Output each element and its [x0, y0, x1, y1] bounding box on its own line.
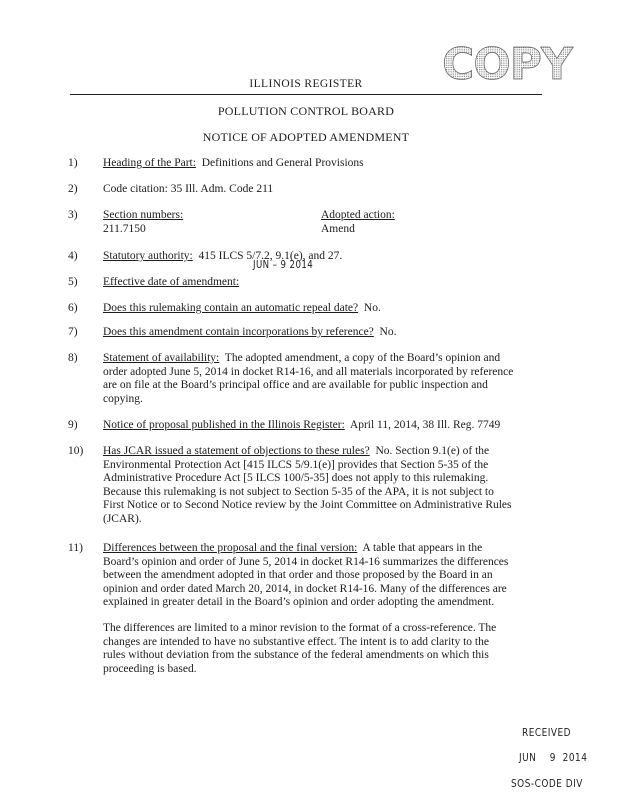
item-6-value: No.	[363, 302, 381, 314]
item-10-line-5: First Notice or to Second Notice review by the Joint Committee on Administrative Rules	[103, 499, 512, 512]
item-11-para2-line-1: The differences are limited to a minor revision to the format of a cross-reference. The	[103, 622, 497, 634]
item-6-number: 6)	[68, 302, 78, 314]
item-5-label: Effective date of amendment:	[103, 276, 240, 288]
item-10-line-2: Environmental Protection Act [415 ILCS 5/9.1(e)] provides that Section 5-35 of the	[103, 458, 489, 471]
item-3-section-value: 211.7150	[103, 223, 146, 235]
item-8-line-2: order adopted June 5, 2014 in docket R14-16, and all materials incorporated by reference	[103, 365, 514, 378]
item-10-line-6: (JCAR).	[103, 512, 142, 525]
handwritten-date: JUN – 9 2014	[253, 259, 314, 271]
received-stamp-date: JUN 9 2014	[519, 752, 588, 764]
item-1-value: Definitions and General Provisions	[201, 157, 364, 169]
notice-title: NOTICE OF ADOPTED AMENDMENT	[202, 130, 410, 144]
item-1-label: Heading of the Part:	[103, 157, 196, 169]
item-10-line-1	[103, 445, 518, 459]
item-10-line-3: Administrative Procedure Act [5 ILCS 100/5-35] does not apply to this rulemaking.	[103, 472, 489, 485]
item-10-text: No. Section 9.1(e) of the	[375, 445, 490, 457]
board-title: POLLUTION CONTROL BOARD	[217, 104, 395, 118]
item-6-label: Does this rulemaking contain an automatic repeal date?	[103, 302, 359, 314]
item-11-label: Differences between the proposal and the final version:	[103, 542, 358, 554]
item-1-number: 1)	[68, 157, 78, 169]
item-10-line-4: Because this rulemaking is not subject to Section 5-35 of the APA, it is not subject to	[103, 485, 494, 498]
item-11-line-2: Board’s opinion and order of June 5, 2014 in docket R14-16 summarizes the differences	[103, 555, 509, 568]
item-7	[103, 326, 518, 340]
item-8	[103, 352, 518, 406]
item-2-value: Code citation: 35 Ill. Adm. Code 211	[103, 183, 274, 195]
item-11-para2-line-4: proceeding is based.	[103, 662, 197, 675]
copy-stamp-text: COPY	[442, 39, 572, 90]
item-11-para2-line-2: changes are intended to have no substantive effect. The intent is to add clarity to the	[103, 635, 489, 648]
item-9-label: Notice of proposal published in the Illinois Register:	[103, 419, 345, 431]
item-11-text: A table that appears in the	[362, 542, 483, 554]
item-10-number: 10)	[68, 445, 84, 457]
item-10	[103, 445, 518, 527]
item-7-value: No.	[379, 326, 397, 338]
item-11-number: 11)	[68, 542, 83, 554]
item-8-line-3: are on file at the Board’s principal office and are available for public inspection and	[103, 379, 488, 392]
register-title: ILLINOIS REGISTER	[249, 78, 363, 90]
item-3-action-value: Amend	[321, 223, 355, 235]
item-8-line-4: copying.	[103, 392, 143, 405]
item-11-line-4: opinion and order dated March 20, 2014, in docket R14-16. Many of the differences are	[103, 582, 507, 595]
item-8-number: 8)	[68, 352, 78, 364]
item-3-number: 3)	[68, 209, 78, 221]
item-7-label: Does this amendment contain incorporations by reference?	[103, 326, 374, 338]
item-9-value: April 11, 2014, 38 Ill. Reg. 7749	[349, 419, 501, 431]
received-stamp-label: RECEIVED	[522, 727, 572, 739]
received-stamp-office: SOS-CODE DIV	[511, 778, 583, 790]
register-header-bar	[70, 78, 542, 95]
item-5	[103, 276, 518, 290]
adopted-action-label: Adopted action:	[321, 209, 395, 221]
item-11	[103, 542, 518, 610]
section-numbers-label: Section numbers:	[103, 209, 184, 221]
item-8-text: The adopted amendment, a copy of the Board’s opinion and	[224, 352, 501, 364]
item-8-line-1	[103, 352, 518, 366]
item-4-label: Statutory authority:	[103, 250, 193, 262]
item-9	[103, 419, 518, 433]
item-9-number: 9)	[68, 419, 78, 431]
item-10-label: Has JCAR issued a statement of objections to these rules?	[103, 445, 370, 457]
item-11-line-1	[103, 542, 518, 556]
item-1	[103, 157, 518, 171]
item-6	[103, 302, 518, 316]
item-3-action-label	[321, 209, 521, 223]
item-8-label: Statement of availability:	[103, 352, 220, 364]
item-11-line-5: explained in greater detail in the Board’s opinion and order adopting the amendment.	[103, 596, 495, 609]
item-5-number: 5)	[68, 276, 78, 288]
item-11-line-3: between the amendment adopted in that order and those proposed by the Board in an	[103, 569, 493, 582]
item-4-value: 415 ILCS 5/7.2, 9.1(e), and 27.	[198, 250, 343, 262]
item-4-number: 4)	[68, 250, 78, 262]
item-2-number: 2)	[68, 183, 78, 195]
item-11-para2-line-3: rules without deviation from the substance of the federal amendments on which this	[103, 649, 489, 662]
item-7-number: 7)	[68, 326, 78, 338]
item-11-paragraph-2	[103, 622, 518, 676]
